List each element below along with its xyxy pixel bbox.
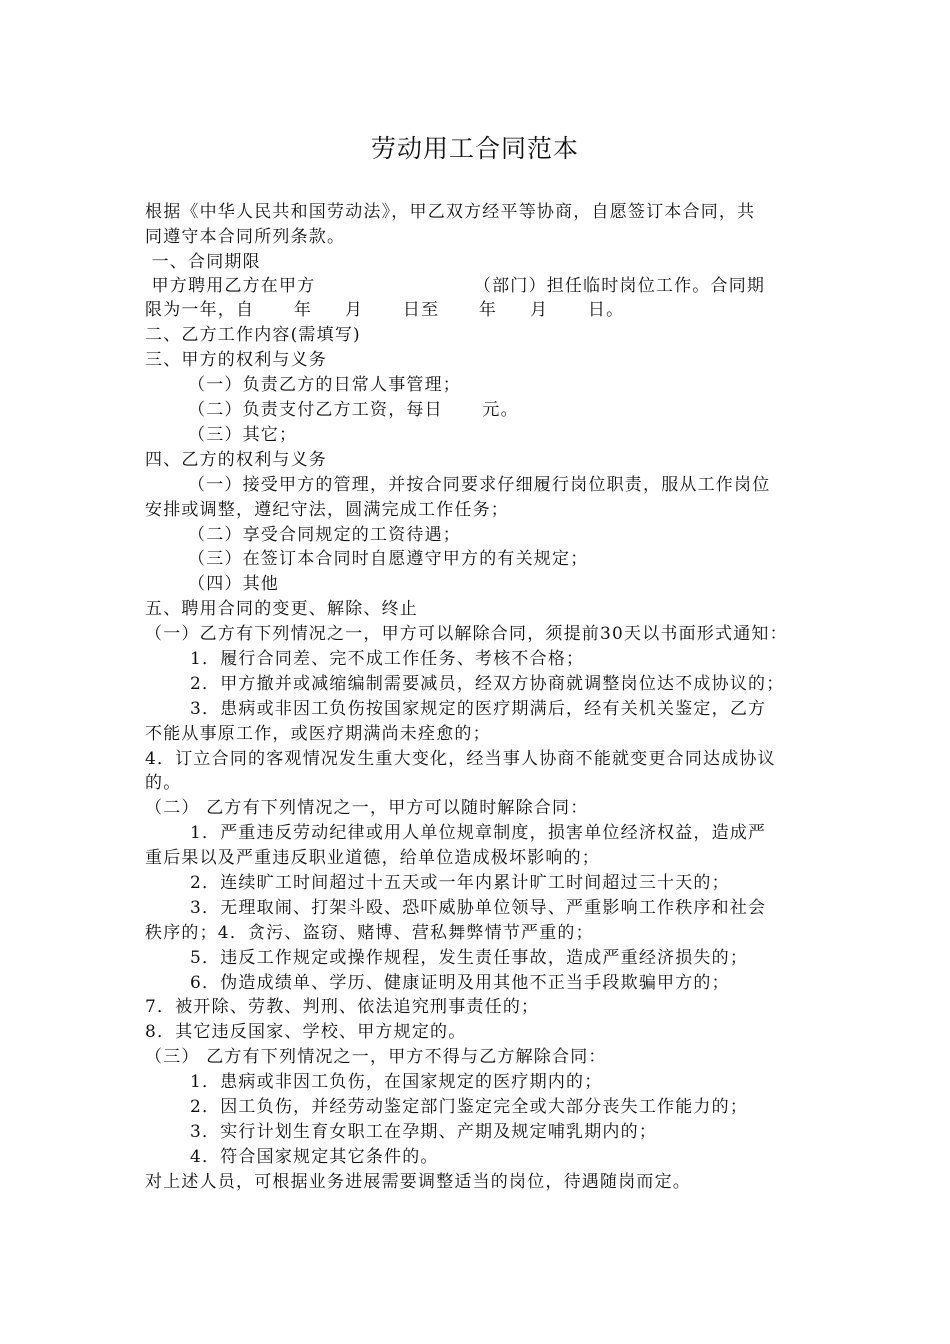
- paragraph-line: 重后果以及严重违反职业道德，给单位造成极坏影响的；: [145, 848, 600, 868]
- list-item: 4．符合国家规定其它条件的。: [190, 1147, 439, 1167]
- list-item: 5．违反工作规定或操作规程，发生责任事故，造成严重经济损失的；: [190, 948, 749, 968]
- paragraph-line: 限为一年，自 年 月 日至 年 月 日。: [145, 300, 625, 320]
- list-item: 7．被开除、劳教、判刑、依法追究刑事责任的；: [145, 997, 540, 1017]
- subsection-heading: （二） 乙方有下列情况之一，甲方可以随时解除合同：: [145, 798, 589, 818]
- paragraph-line: 不能从事原工作，或医疗期满尚未痊愈的；: [145, 724, 491, 744]
- list-item: 1．履行合同差、完不成工作任务、考核不合格；: [190, 649, 585, 669]
- list-item: 8．其它违反国家、学校、甲方规定的。: [145, 1022, 467, 1042]
- section-heading: 三、甲方的权利与义务: [145, 350, 327, 370]
- list-item: （三）其它；: [188, 425, 298, 445]
- subsection-heading: （三） 乙方有下列情况之一，甲方不得与乙方解除合同：: [145, 1047, 607, 1067]
- paragraph-line: 安排或调整，遵纪守法，圆满完成工作任务；: [145, 500, 509, 520]
- list-item: 3．无理取闹、打架斗殴、恐吓威胁单位领导、严重影响工作秩序和社会: [190, 898, 767, 918]
- list-item: 2．甲方撤并或减缩编制需要减员，经双方协商就调整岗位达不成协议的；: [190, 674, 785, 694]
- subsection-heading: （一）乙方有下列情况之一，甲方可以解除合同，须提前30天以书面形式通知：: [145, 624, 788, 644]
- list-item: 3．患病或非因工负伤按国家规定的医疗期满后，经有关机关鉴定，乙方: [190, 699, 767, 719]
- list-item: （一）接受甲方的管理，并按合同要求仔细履行岗位职责，服从工作岗位: [188, 475, 771, 495]
- section-heading: 二、乙方工作内容(需填写): [145, 325, 361, 345]
- list-item: 2．连续旷工时间超过十五天或一年内累计旷工时间超过三十天的；: [190, 873, 730, 893]
- list-item: 4．订立合同的客观情况发生重大变化，经当事人协商不能就变更合同达成协议: [145, 749, 776, 769]
- paragraph-line: 秩序的；4．贪污、盗窃、赌博、营私舞弊情节严重的；: [145, 923, 594, 943]
- document-title: 劳动用工合同范本: [370, 134, 579, 163]
- section-heading: 一、合同期限: [145, 252, 261, 272]
- list-item: （三）在签订本合同时自愿遵守甲方的有关规定；: [188, 549, 589, 569]
- paragraph-line: 根据《中华人民共和国劳动法》，甲乙双方经平等协商，自愿签订本合同，共: [145, 202, 756, 222]
- paragraph-line: 对上述人员，可根据业务进展需要调整适当的岗位，待遇随岗而定。: [145, 1172, 691, 1192]
- paragraph-line: 甲方聘用乙方在甲方 （部门）担任临时岗位工作。合同期: [145, 276, 766, 296]
- list-item: （一）负责乙方的日常人事管理；: [188, 375, 461, 395]
- list-item: 1．严重违反劳动纪律或用人单位规章制度，损害单位经济权益，造成严: [190, 823, 767, 843]
- list-item: （二）享受合同规定的工资待遇；: [188, 525, 461, 545]
- paragraph-line: 同遵守本合同所列条款。: [145, 227, 346, 247]
- list-item: 6．伪造成绩单、学历、健康证明及用其他不正当手段欺骗甲方的；: [190, 973, 730, 993]
- section-heading: 五、聘用合同的变更、解除、终止: [145, 599, 418, 619]
- list-item: 1．患病或非因工负伤，在国家规定的医疗期内的；: [190, 1072, 603, 1092]
- list-item: 2．因工负伤，并经劳动鉴定部门鉴定完全或大部分丧失工作能力的；: [190, 1097, 749, 1117]
- paragraph-line: 的。: [145, 773, 182, 793]
- list-item: （二）负责支付乙方工资，每日 元。: [188, 400, 519, 420]
- list-item: （四）其他: [188, 574, 279, 594]
- section-heading: 四、乙方的权利与义务: [145, 450, 327, 470]
- list-item: 3．实行计划生育女职工在孕期、产期及规定哺乳期内的；: [190, 1122, 658, 1142]
